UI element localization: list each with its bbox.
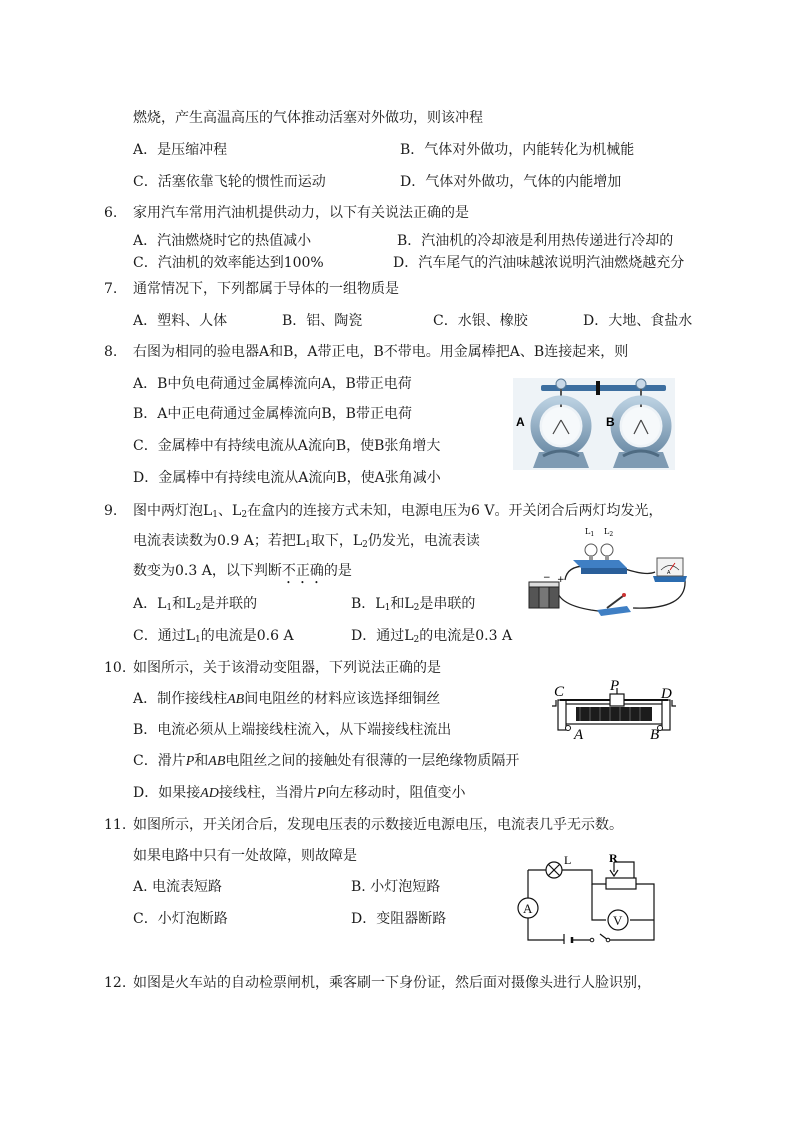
voltmeter-v <box>608 910 628 930</box>
label-r: R <box>609 852 618 865</box>
q9-stem-line1: 图中两灯泡$L_1$、$L_2$在盒内的连接方式未知，电源电压为6 V。开关闭合后两灯均发光， <box>133 503 663 520</box>
q8-number: 8. <box>104 344 118 360</box>
rheostat <box>552 688 676 731</box>
battery-cell <box>564 934 572 944</box>
q10-stem: 如图所示，关于该滑动变阻器，下列说法正确的是 <box>133 660 441 676</box>
q6-number: 6. <box>104 205 118 221</box>
q8-option-c: C．金属棒中有持续电流从A流向B，使B张角增大 <box>133 438 441 454</box>
svg-text:V: V <box>613 913 623 928</box>
rheostat-label-b: B <box>650 727 660 742</box>
fig-l2-label: $L_2$ <box>604 527 614 538</box>
rheostat-label-p: P <box>610 678 620 694</box>
q9-stem-line3: 数变为0.3 A，以下判断不正确的是 <box>133 563 352 579</box>
q11-stem-line1: 如图所示，开关闭合后，发现电压表的示数接近电源电压，电流表几乎无示数。 <box>133 817 623 833</box>
svg-text:A: A <box>523 901 533 916</box>
q11-option-a: A. 电流表短路 <box>133 879 223 895</box>
q9-stem-line2: 电流表读数为0.9 A；若把$L_1$取下，$L_2$仍发光，电流表读 <box>133 533 480 550</box>
q11-stem-line2: 如果电路中只有一处故障，则故障是 <box>133 848 357 864</box>
q11-option-c: C．小灯泡断路 <box>133 911 228 927</box>
battery <box>529 582 559 608</box>
lamp-l <box>546 862 562 878</box>
electroscope-figure <box>513 378 675 470</box>
rheostat-label-c: C <box>554 684 565 700</box>
q6-option-a: A．汽油燃烧时它的热值减小 <box>133 233 312 249</box>
q9-option-b: B．$L_1$和$L_2$是串联的 <box>351 596 476 613</box>
q8-option-d: D．金属棒中有持续电流从A流向B，使A张角减小 <box>133 470 441 486</box>
lamp-box <box>573 544 627 574</box>
rheostat-r <box>606 862 636 889</box>
q11-option-b: B. 小灯泡短路 <box>351 879 441 895</box>
fault-circuit-figure <box>514 852 660 944</box>
q9-option-d: D．通过$L_2$的电流是0.3 A <box>351 628 513 645</box>
fig-plus: + <box>557 575 565 585</box>
q11-option-d: D．变阻器断路 <box>351 911 447 927</box>
q7-number: 7. <box>104 281 118 297</box>
q7-stem: 通常情况下，下列都属于导体的一组物质是 <box>133 281 399 297</box>
label-a: A <box>516 415 525 429</box>
q9-option-c: C．通过$L_1$的电流是0.6 A <box>133 628 294 645</box>
q9-number: 9. <box>104 503 118 519</box>
lamp-box-circuit-figure <box>527 520 689 618</box>
q12-number: 12. <box>104 975 127 991</box>
q7-option-b: B．铝、陶瓷 <box>282 313 363 329</box>
q7-option-c: C．水银、橡胶 <box>433 313 528 329</box>
q8-option-b: B．A中正电荷通过金属棒流向B，B带正电荷 <box>133 406 412 422</box>
q7-option-d: D．大地、食盐水 <box>583 313 693 329</box>
q12-stem: 如图是火车站的自动检票闸机，乘客刷一下身份证，然后面对摄像头进行人脸识别， <box>133 975 651 991</box>
rheostat-figure <box>550 676 680 742</box>
emphasis-not-correct: 不正确 <box>281 563 324 579</box>
q8-option-a: A．B中负电荷通过金属棒流向A，B带正电荷 <box>133 376 412 392</box>
rheostat-label-d: D <box>661 686 672 702</box>
fig-l1-label: $L_1$ <box>585 527 595 538</box>
q5-option-c: C．活塞依靠飞轮的惯性而运动 <box>133 174 326 190</box>
q6-option-d: D．汽车尾气的汽油味越浓说明汽油燃烧越充分 <box>393 255 685 271</box>
q10-number: 10. <box>104 660 127 676</box>
q6-stem: 家用汽车常用汽油机提供动力，以下有关说法正确的是 <box>133 205 469 221</box>
q10-option-a: A．制作接线柱AB间电阻丝的材料应该选择细铜丝 <box>133 691 441 707</box>
q9-option-a: A．$L_1$和$L_2$是并联的 <box>133 596 258 613</box>
q11-number: 11. <box>104 817 127 833</box>
q5-stem-continuation: 燃烧，产生高温高压的气体推动活塞对外做功，则该冲程 <box>133 110 483 126</box>
switch-s <box>590 938 610 942</box>
q5-option-d: D．气体对外做功，气体的内能增加 <box>400 174 622 190</box>
rod-handle <box>596 381 600 395</box>
svg-text:A: A <box>667 570 671 576</box>
label-b: B <box>606 415 615 429</box>
q10-option-c: C．滑片P和AB电阻丝之间的接触处有很薄的一层绝缘物质隔开 <box>133 753 520 769</box>
q10-option-b: B．电流必须从上端接线柱流入，从下端接线柱流出 <box>133 722 452 738</box>
q8-stem: 右图为相同的验电器A和B，A带正电，B不带电。用金属棒把A、B连接起来，则 <box>133 344 629 360</box>
fig-minus: − <box>543 573 551 583</box>
ammeter-a <box>518 898 538 918</box>
label-l: L <box>564 853 572 867</box>
ammeter <box>653 558 687 582</box>
q10-option-d: D．如果接AD接线柱，当滑片P向左移动时，阻值变小 <box>133 785 466 801</box>
q5-option-a: A．是压缩冲程 <box>133 142 228 158</box>
q6-option-b: B．汽油机的冷却液是利用热传递进行冷却的 <box>397 233 674 249</box>
switch <box>597 593 631 616</box>
q7-option-a: A．塑料、人体 <box>133 313 228 329</box>
q5-option-b: B．气体对外做功，内能转化为机械能 <box>400 142 635 158</box>
q6-option-c: C．汽油机的效率能达到100% <box>133 255 324 271</box>
rheostat-label-a: A <box>574 727 584 742</box>
